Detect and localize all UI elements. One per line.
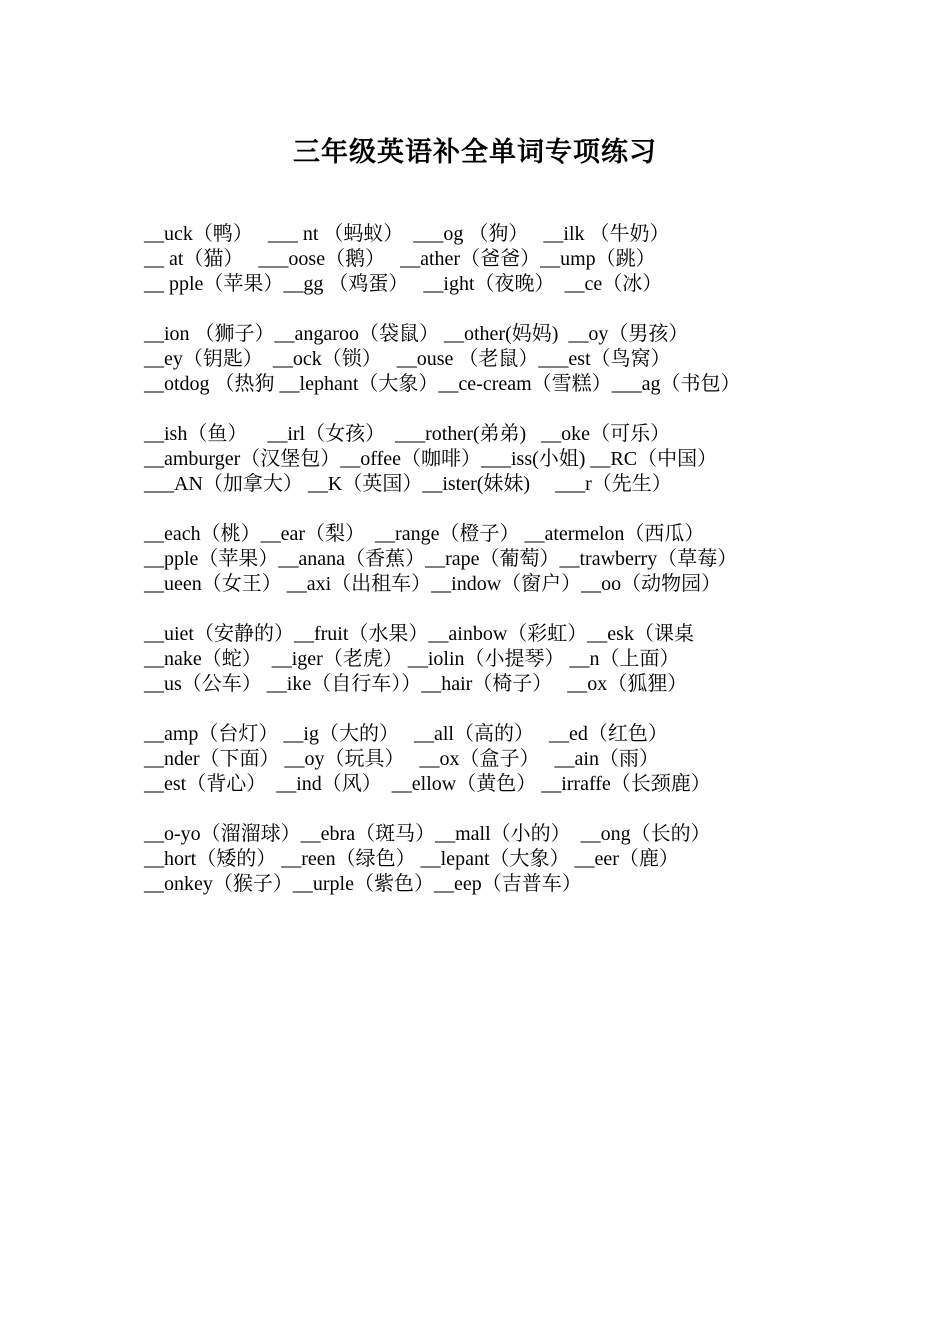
exercise-group-7 bbox=[144, 822, 824, 897]
exercise-line: __nake（蛇） __iger（老虎） __iolin（小提琴） __n（上面） bbox=[144, 648, 680, 670]
exercise-line: __hort（矮的） __reen（绿色） __lepant（大象） __eer（鹿） bbox=[144, 848, 679, 870]
exercise-line: __nder（下面） __oy（玩具） __ox（盒子） __ain（雨） bbox=[144, 748, 659, 770]
exercise-group-3 bbox=[144, 422, 824, 497]
exercise-line: __each（桃）__ear（梨） __range（橙子） __atermelon（西瓜） bbox=[144, 523, 705, 545]
exercise-line: __amp（台灯） __ig（大的） __all（高的） __ed（红色） bbox=[144, 723, 668, 745]
exercise-line: __onkey（猴子）__urple（紫色）__eep（吉普车） bbox=[144, 873, 582, 895]
exercise-content bbox=[144, 222, 824, 922]
exercise-line: __ at（猫） ___oose（鹅） __ather（爸爸）__ump（跳） bbox=[144, 248, 656, 270]
exercise-line: __ion （狮子）__angaroo（袋鼠） __other(妈妈) __oy（男孩） bbox=[144, 323, 689, 345]
exercise-group-1 bbox=[144, 222, 824, 297]
exercise-line: __pple（苹果）__anana（香蕉）__rape（葡萄）__trawberry（草莓） bbox=[144, 548, 738, 570]
exercise-line: __ish（鱼） __irl（女孩） ___rother(弟弟) __oke（可乐） bbox=[144, 423, 671, 445]
exercise-group-4 bbox=[144, 522, 824, 597]
exercise-line: __otdog （热狗 __lephant（大象）__ce-cream（雪糕）___ag（书包） bbox=[144, 373, 741, 395]
exercise-line: __ pple（苹果）__gg （鸡蛋） __ight（夜晚） __ce（冰） bbox=[144, 273, 663, 295]
exercise-line: __us（公车） __ike（自行车））__hair（椅子） __ox（狐狸） bbox=[144, 673, 688, 695]
exercise-line: __ueen（女王） __axi（出租车）__indow（窗户）__oo（动物园） bbox=[144, 573, 722, 595]
exercise-group-5 bbox=[144, 622, 824, 697]
exercise-line: __est（背心） __ind（风） __ellow（黄色） __irraffe（长颈鹿） bbox=[144, 773, 711, 795]
exercise-group-2 bbox=[144, 322, 824, 397]
exercise-line: __o-yo（溜溜球）__ebra（斑马）__mall（小的） __ong（长的） bbox=[144, 823, 711, 845]
exercise-line: __uck（鸭） ___ nt （蚂蚁） ___og （狗） __ilk （牛奶） bbox=[144, 223, 670, 245]
page-title: 三年级英语补全单词专项练习 bbox=[293, 137, 657, 167]
exercise-line: ___AN（加拿大） __K（英国）__ister(妹妹) ___r（先生） bbox=[144, 473, 672, 495]
exercise-line: __uiet（安静的）__fruit（水果）__ainbow（彩虹）__esk（课桌 bbox=[144, 623, 694, 645]
exercise-line: __ey（钥匙） __ock（锁） __ouse （老鼠）___est（鸟窝） bbox=[144, 348, 671, 370]
exercise-group-6 bbox=[144, 722, 824, 797]
exercise-line: __amburger（汉堡包）__offee（咖啡）___iss(小姐) __RC（中国） bbox=[144, 448, 718, 470]
